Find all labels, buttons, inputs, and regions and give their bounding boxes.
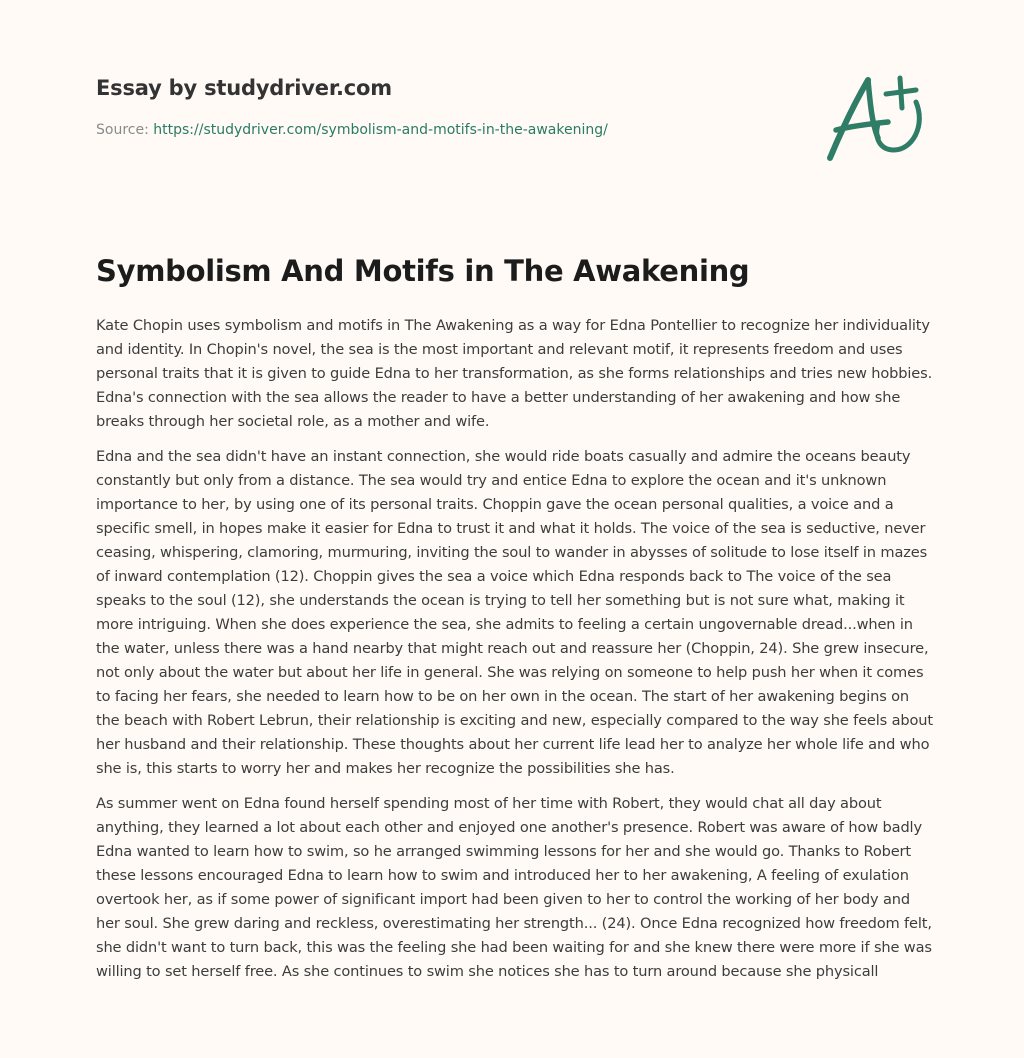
essay-paragraph: Edna and the sea didn't have an instant connection, she would ride boats casually and admire the oceans beauty constantly but only from a distance. The sea would try and entice Edna to explore the ocean and it's unknown importance to her, by using one of its personal traits. Choppin gave the ocean personal qualities, a voice and a specific smell, in hopes make it easier for Edna to trust it and what it holds. The voice of the sea is seductive, never ceasing, whispering, clamoring, murmuring, inviting the soul to wander in abysses of solitude to lose itself in mazes of inward contemplation (12). Choppin gives the sea a voice which Edna responds back to The voice of the sea speaks to the soul (12), she understands the ocean is trying to tell her something but is not sure what, making it more intriguing. When she does experience the sea, she admits to feeling a certain ungovernable dread...when in the water, unless there was a hand nearby that might reach out and reassure her (Choppin, 24). She grew insecure, not only about the water but about her life in general. She was relying on someone to help push her when it comes to facing her fears, she needed to learn how to be on her own in the ocean. The start of her awakening begins on the beach with Robert Lebrun, their relationship is exciting and new, especially compared to the way she feels about her husband and their relationship. These thoughts about her current life lead her to analyze her whole life and who she is, this starts to worry her and makes her recognize the possibilities she has.: [96, 448, 933, 777]
a-plus-grade-icon: [822, 68, 928, 166]
source-line: [96, 122, 796, 138]
source-label: Source:: [96, 122, 154, 138]
essay-paragraph: Kate Chopin uses symbolism and motifs in The Awakening as a way for Edna Pontellier to recognize her individuality and identity. In Chopin's novel, the sea is the most important and relevant motif, it represents freedom and uses personal traits that it is given to guide Edna to her transformation, as she forms relationships and tries new hobbies. Edna's connection with the sea allows the reader to have a better understanding of her awakening and how she breaks through her societal role, as a mother and wife.: [96, 317, 933, 430]
essay-body: [96, 314, 936, 995]
essay-title: Symbolism And Motifs in The Awakening: [96, 254, 750, 288]
page-header: [96, 76, 796, 138]
site-brand: Essay by studydriver.com: [96, 76, 392, 100]
essay-paragraph: As summer went on Edna found herself spending most of her time with Robert, they would chat all day about anything, they learned a lot about each other and enjoyed one another's presence. Robert was aware of how badly Edna wanted to learn how to swim, so he arranged swimming lessons for her and she would go. Thanks to Robert these lessons encouraged Edna to learn how to swim and introduced her to her awakening, A feeling of exulation overtook her, as if some power of significant import had been given to her to control the working of her body and her soul. She grew daring and reckless, overestimating her strength... (24). Once Edna recognized how freedom felt, she didn't want to turn back, this was the feeling she had been waiting for and she knew there were more if she was willing to set herself free. As she continues to swim she notices she has to turn around because she physicall: [96, 795, 932, 980]
source-link[interactable]: https://studydriver.com/symbolism-and-motifs-in-the-awakening/: [153, 122, 608, 138]
